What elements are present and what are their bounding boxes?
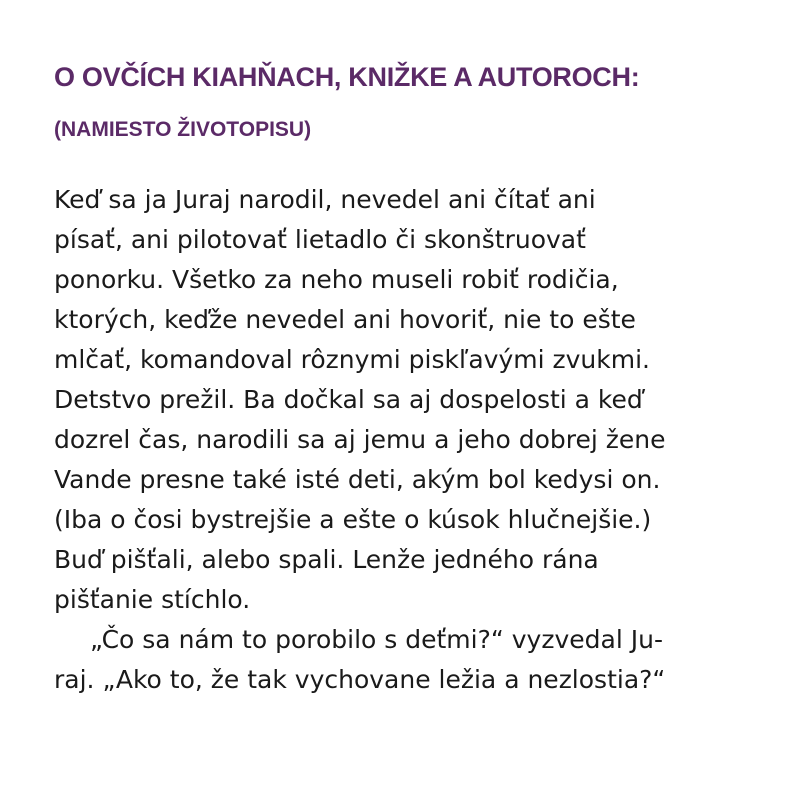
text-line: Buď pišťali, alebo spali. Lenže jedného rána [54, 545, 599, 574]
text-line: ponorku. Všetko za neho museli robiť rodičia, [54, 265, 619, 294]
text-line: dozrel čas, narodili sa aj jemu a jeho dobrej žene [54, 425, 666, 454]
text-line-indented: „Čo sa nám to porobilo s deťmi?“ vyzvedal Ju- [90, 625, 663, 654]
text-line: raj. „Ako to, že tak vychovane ležia a nezlostia?“ [54, 665, 666, 694]
text-line: písať, ani pilotovať lietadlo či skonštruovať [54, 225, 586, 254]
text-line: mlčať, komandoval rôznymi piskľavými zvukmi. [54, 345, 650, 374]
text-line: Vande presne také isté deti, akým bol kedysi on. [54, 465, 661, 494]
body-text [54, 180, 754, 700]
text-line: Detstvo prežil. Ba dočkal sa aj dospelosti a keď [54, 385, 643, 414]
chapter-title: O OVČÍCH KIAHŇACH, KNIŽKE A AUTOROCH: [54, 62, 640, 92]
text-line: pišťanie stíchlo. [54, 585, 251, 614]
text-line: ktorých, keďže nevedel ani hovoriť, nie to ešte [54, 305, 636, 334]
chapter-subtitle: (NAMIESTO ŽIVOTOPISU) [54, 118, 312, 141]
text-line: Keď sa ja Juraj narodil, nevedel ani čítať ani [54, 185, 596, 214]
text-line: (Iba o čosi bystrejšie a ešte o kúsok hlučnejšie.) [54, 505, 652, 534]
